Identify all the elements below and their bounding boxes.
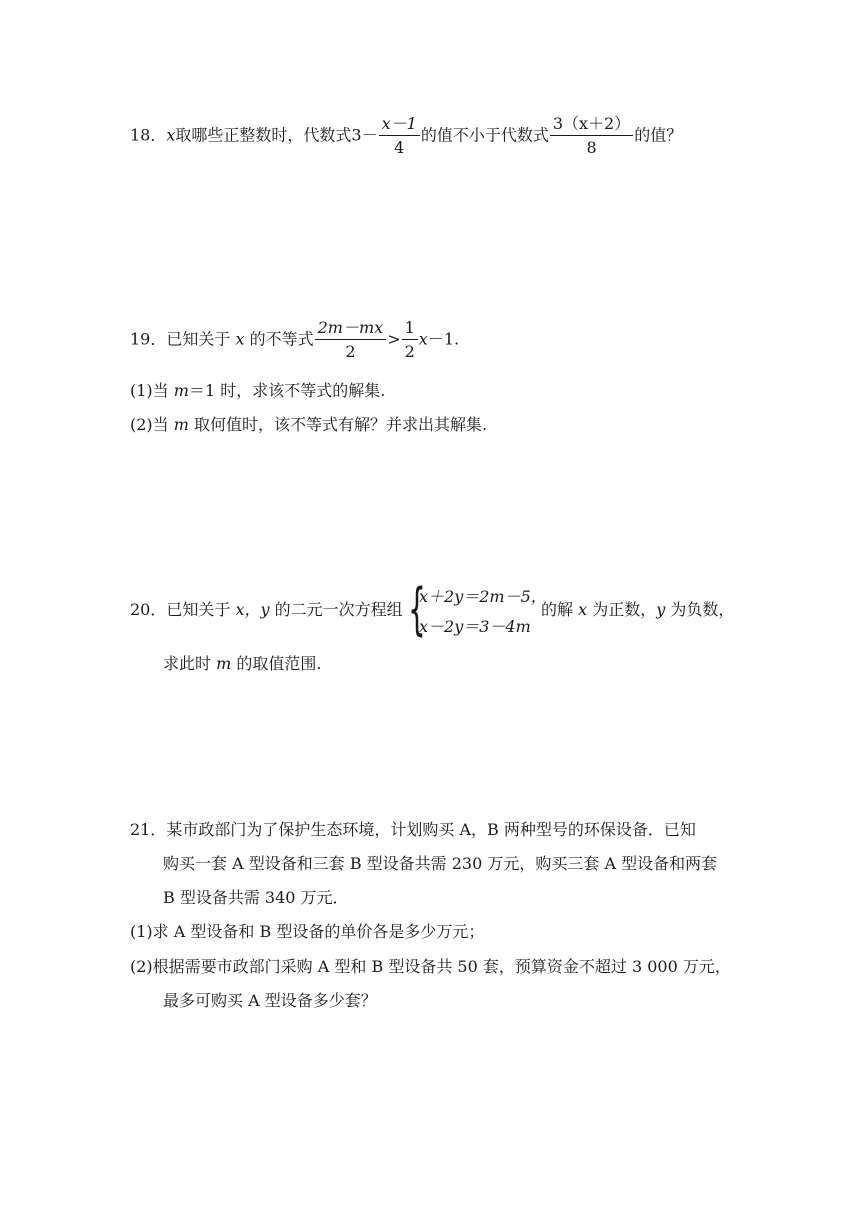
q20-line2-var: m xyxy=(216,654,232,673)
q19-frac2-denominator: 2 xyxy=(404,342,415,361)
q19-number: 19． xyxy=(130,329,167,349)
q18-frac2-denominator: 8 xyxy=(586,138,597,157)
q20-line1-rest xyxy=(541,599,734,621)
question-20 xyxy=(130,599,403,621)
q20-vars: x，y xyxy=(235,600,270,619)
q20-text5: 为负数， xyxy=(670,600,735,619)
q19-part1-var: m xyxy=(173,381,189,400)
q18-var-x: x xyxy=(166,125,176,145)
q20-text3: 的解 xyxy=(541,600,574,619)
q19-tail: －1. xyxy=(427,329,460,349)
q18-fraction-2 xyxy=(550,114,633,158)
q19-frac1-denominator: 2 xyxy=(345,342,356,361)
q19-part-2 xyxy=(130,414,487,436)
q21-part-1: (1)求 A 型设备和 B 型设备的单价各是多少万元； xyxy=(130,922,485,941)
q20-line-2 xyxy=(163,653,321,675)
q19-frac1-numerator: 2m－mx xyxy=(315,318,387,340)
q20-equation-2: x－2y＝3－4m xyxy=(419,617,531,636)
q20-text1: 已知关于 xyxy=(166,600,231,619)
q19-tail-var: x xyxy=(418,329,428,349)
q20-text2: 的二元一次方程组 xyxy=(274,600,403,619)
q21-line-2: 购买一套 A 型设备和三套 B 型设备共需 230 万元，购买三套 A 型设备和两套 xyxy=(163,854,718,873)
q20-equation-system xyxy=(408,577,547,644)
q19-part-1 xyxy=(130,380,385,402)
question-19 xyxy=(130,318,459,362)
q19-fraction-2 xyxy=(402,318,418,362)
q18-frac1-denominator: 4 xyxy=(394,138,405,157)
q20-var-y: y xyxy=(656,600,666,619)
q20-number: 20． xyxy=(130,600,167,619)
q19-text1: 已知关于 xyxy=(166,329,231,349)
q19-part2-var: m xyxy=(173,415,189,434)
q19-gt: > xyxy=(387,329,401,349)
q18-frac1-numerator: x－1 xyxy=(379,114,420,136)
q19-part2-rest: 取何值时，该不等式有解？并求出其解集. xyxy=(194,415,488,434)
q20-equation-1: x＋2y＝2m－5， xyxy=(419,587,547,606)
q21-part-2-line-2: 最多可购买 A 型设备多少套？ xyxy=(163,991,377,1010)
q20-text4: 为正数， xyxy=(592,600,657,619)
q18-number: 18． xyxy=(130,125,167,145)
q21-line-1: 21．某市政部门为了保护生态环境，计划购买 A，B 两种型号的环保设备．已知 xyxy=(130,820,696,839)
q18-fraction-1 xyxy=(379,114,420,158)
q18-text1: 取哪些正整数时，代数式 xyxy=(175,125,352,145)
q20-var-x: x xyxy=(578,600,588,619)
q18-text3: 的值？ xyxy=(634,125,683,145)
q19-frac2-numerator: 1 xyxy=(402,318,418,340)
q19-part1-label: (1)当 xyxy=(130,381,169,400)
q19-fraction-1 xyxy=(315,318,387,362)
q19-part2-label: (2)当 xyxy=(130,415,169,434)
q19-part1-rest: ＝1 时，求该不等式的解集. xyxy=(188,381,386,400)
q19-var-x: x xyxy=(235,329,245,349)
question-18 xyxy=(130,114,682,158)
q18-frac2-numerator: 3（x＋2） xyxy=(550,114,633,136)
q19-text2: 的不等式 xyxy=(249,329,314,349)
q18-three: 3－ xyxy=(351,125,378,145)
q20-line2-b: 的取值范围. xyxy=(236,654,322,673)
q20-line2-a: 求此时 xyxy=(163,654,212,673)
q21-part-2-line-1: (2)根据需要市政部门采购 A 型和 B 型设备共 50 套，预算资金不超过 3 000 万元， xyxy=(130,957,731,976)
brace-icon: { xyxy=(408,577,426,642)
q21-line-3: B 型设备共需 340 万元． xyxy=(163,888,349,907)
q18-text2: 的值不小于代数式 xyxy=(420,125,549,145)
